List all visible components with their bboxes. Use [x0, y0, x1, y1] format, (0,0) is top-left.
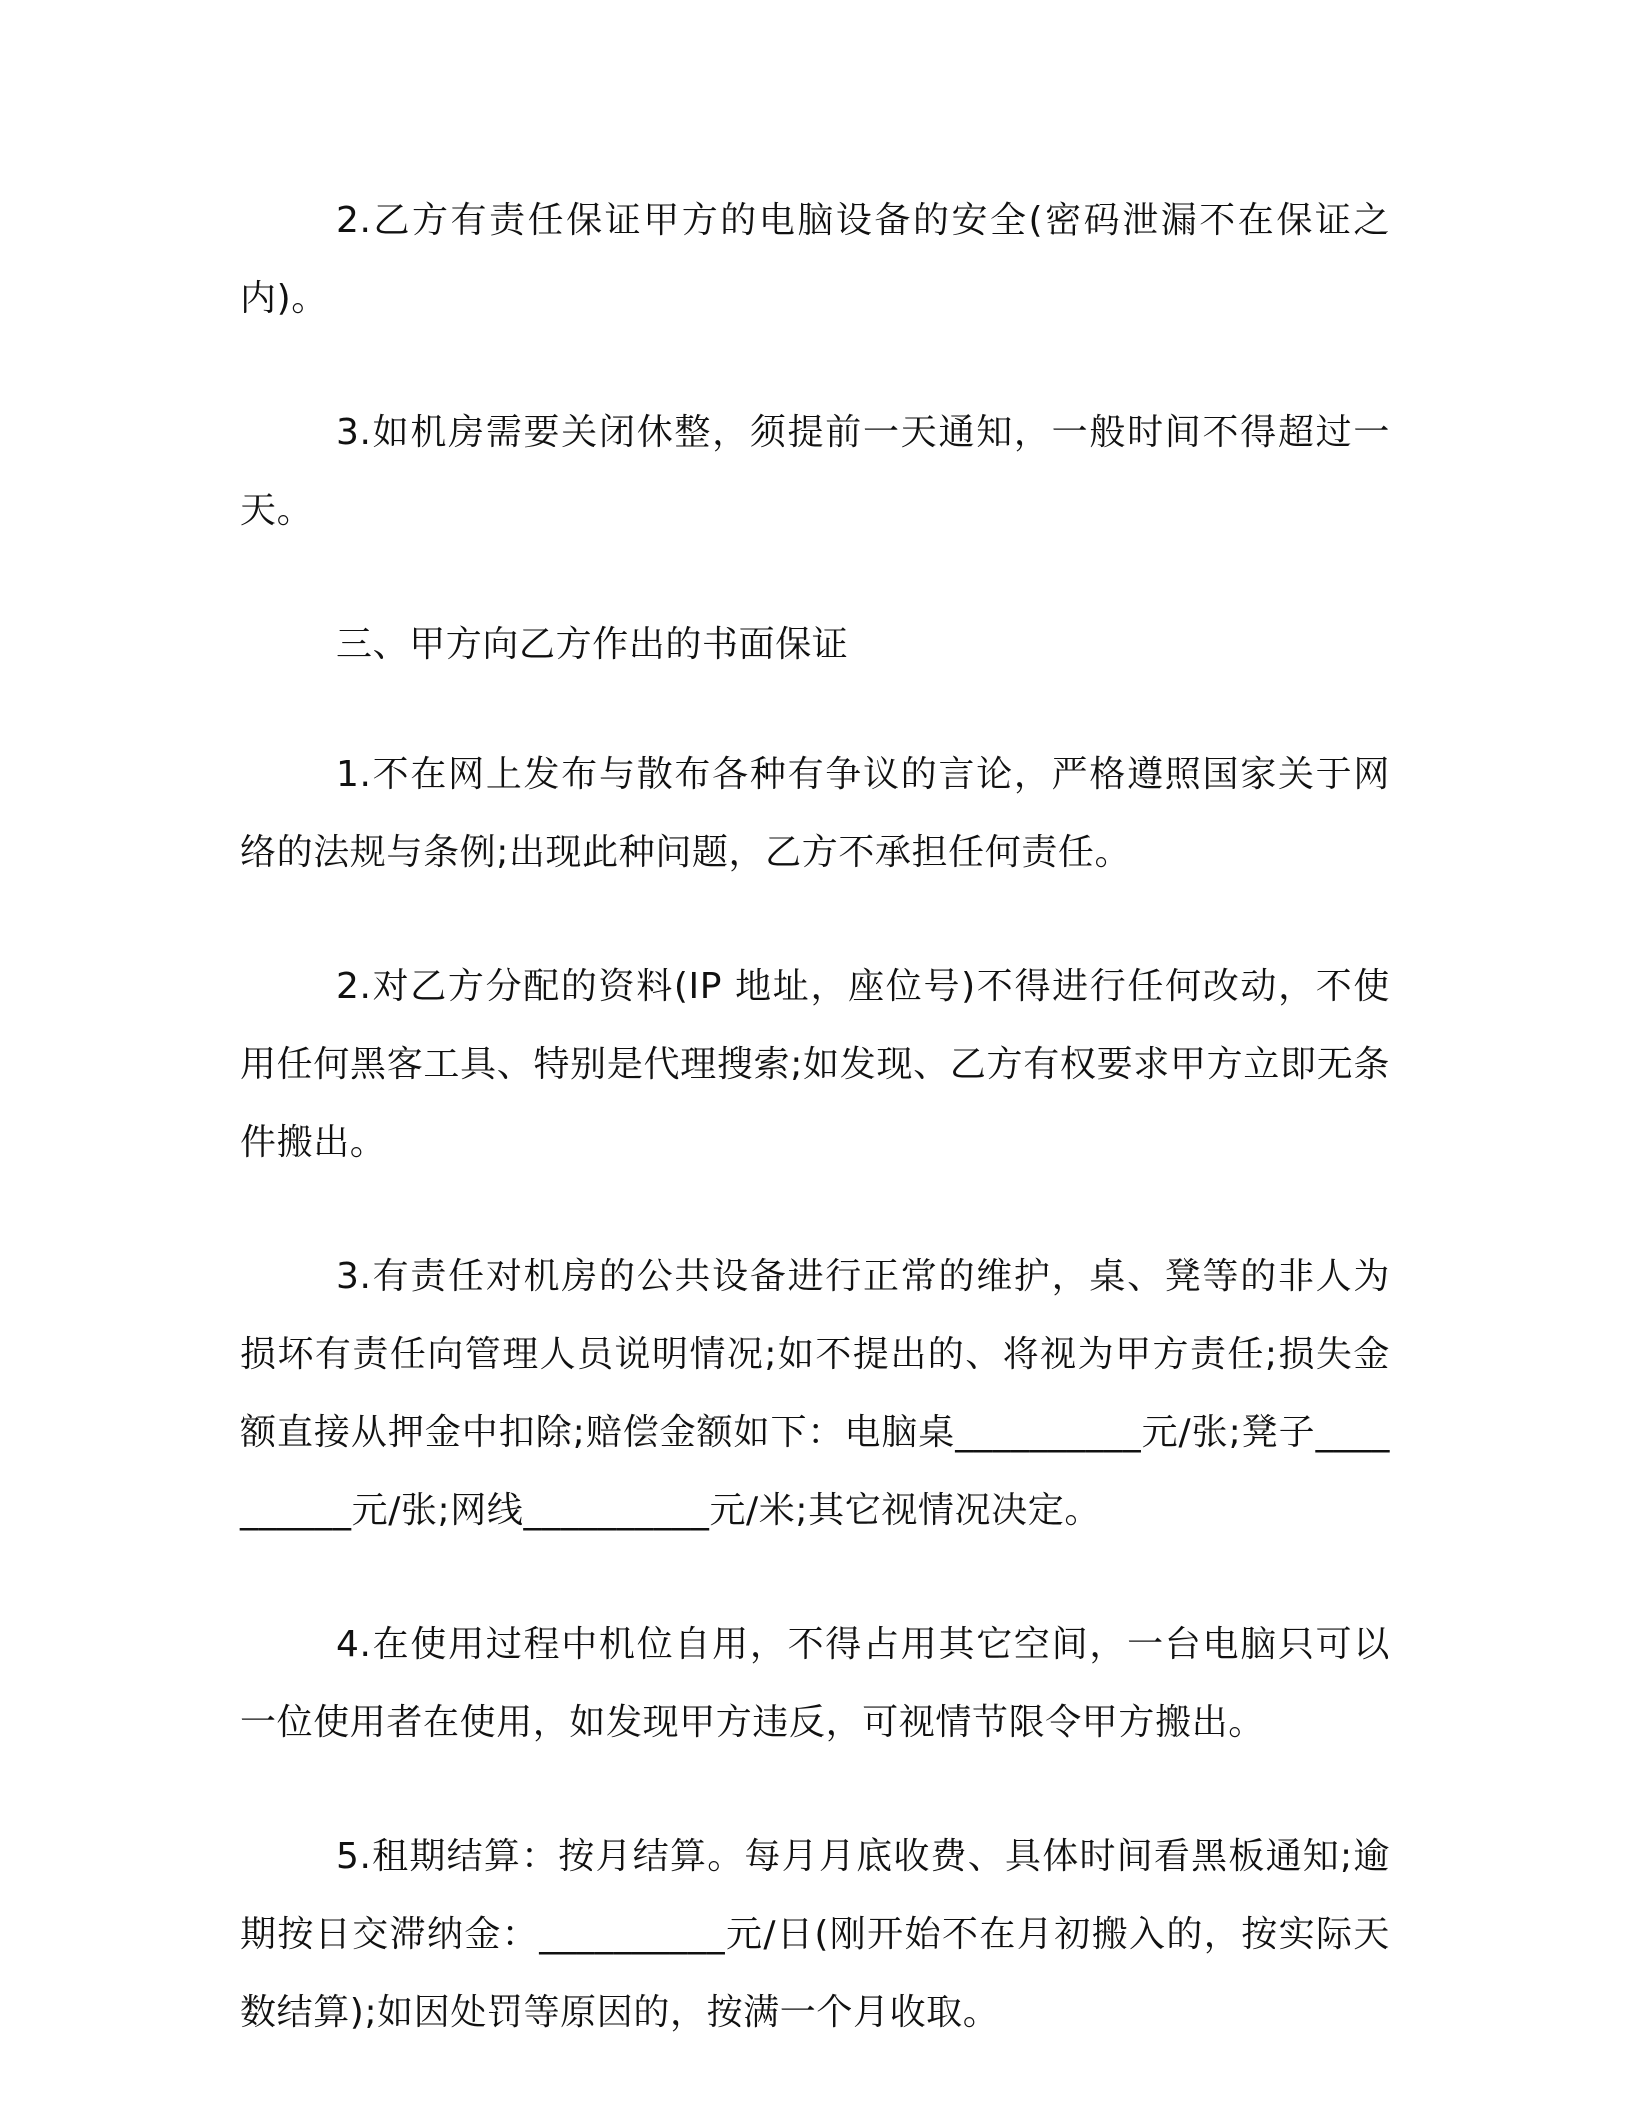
clause-2-equipment-safety: 2.乙方有责任保证甲方的电脑设备的安全(密码泄漏不在保证之内)。 [240, 200, 1390, 319]
guarantee-2-ip-seat: 2.对乙方分配的资料(IP 地址，座位号)不得进行任何改动，不使用任何黑客工具、特别是代理搜索;如发现、乙方有权要求甲方立即无条件搬出。 [240, 966, 1390, 1163]
guarantee-3-maintenance: 3.有责任对机房的公共设备进行正常的维护，桌、凳等的非人为损坏有责任向管理人员说明情况;如不提出的、将视为甲方责任;损失金额直接从押金中扣除;赔偿金额如下：电脑桌__________元/张;凳子__________元/张;网线__________元/米;其它视情况决定。 [240, 1256, 1390, 1531]
document-body [240, 182, 1390, 2108]
section-heading-party-a-guarantee: 三、甲方向乙方作出的书面保证 [336, 624, 849, 665]
guarantee-4-seat-usage: 4.在使用过程中机位自用，不得占用其它空间，一台电脑只可以一位使用者在使用，如发现甲方违反，可视情节限令甲方搬出。 [240, 1624, 1390, 1743]
guarantee-5-billing: 5.租期结算：按月结算。每月月底收费、具体时间看黑板通知;逾期按日交滞纳金：__________元/日(刚开始不在月初搬入的，按实际天数结算);如因处罚等原因的，按满一个月收取。 [240, 1836, 1390, 2033]
clause-3-room-closure: 3.如机房需要关闭休整，须提前一天通知，一般时间不得超过一天。 [240, 412, 1390, 531]
guarantee-1-online-speech: 1.不在网上发布与散布各种有争议的言论，严格遵照国家关于网络的法规与条例;出现此种问题，乙方不承担任何责任。 [240, 754, 1390, 873]
